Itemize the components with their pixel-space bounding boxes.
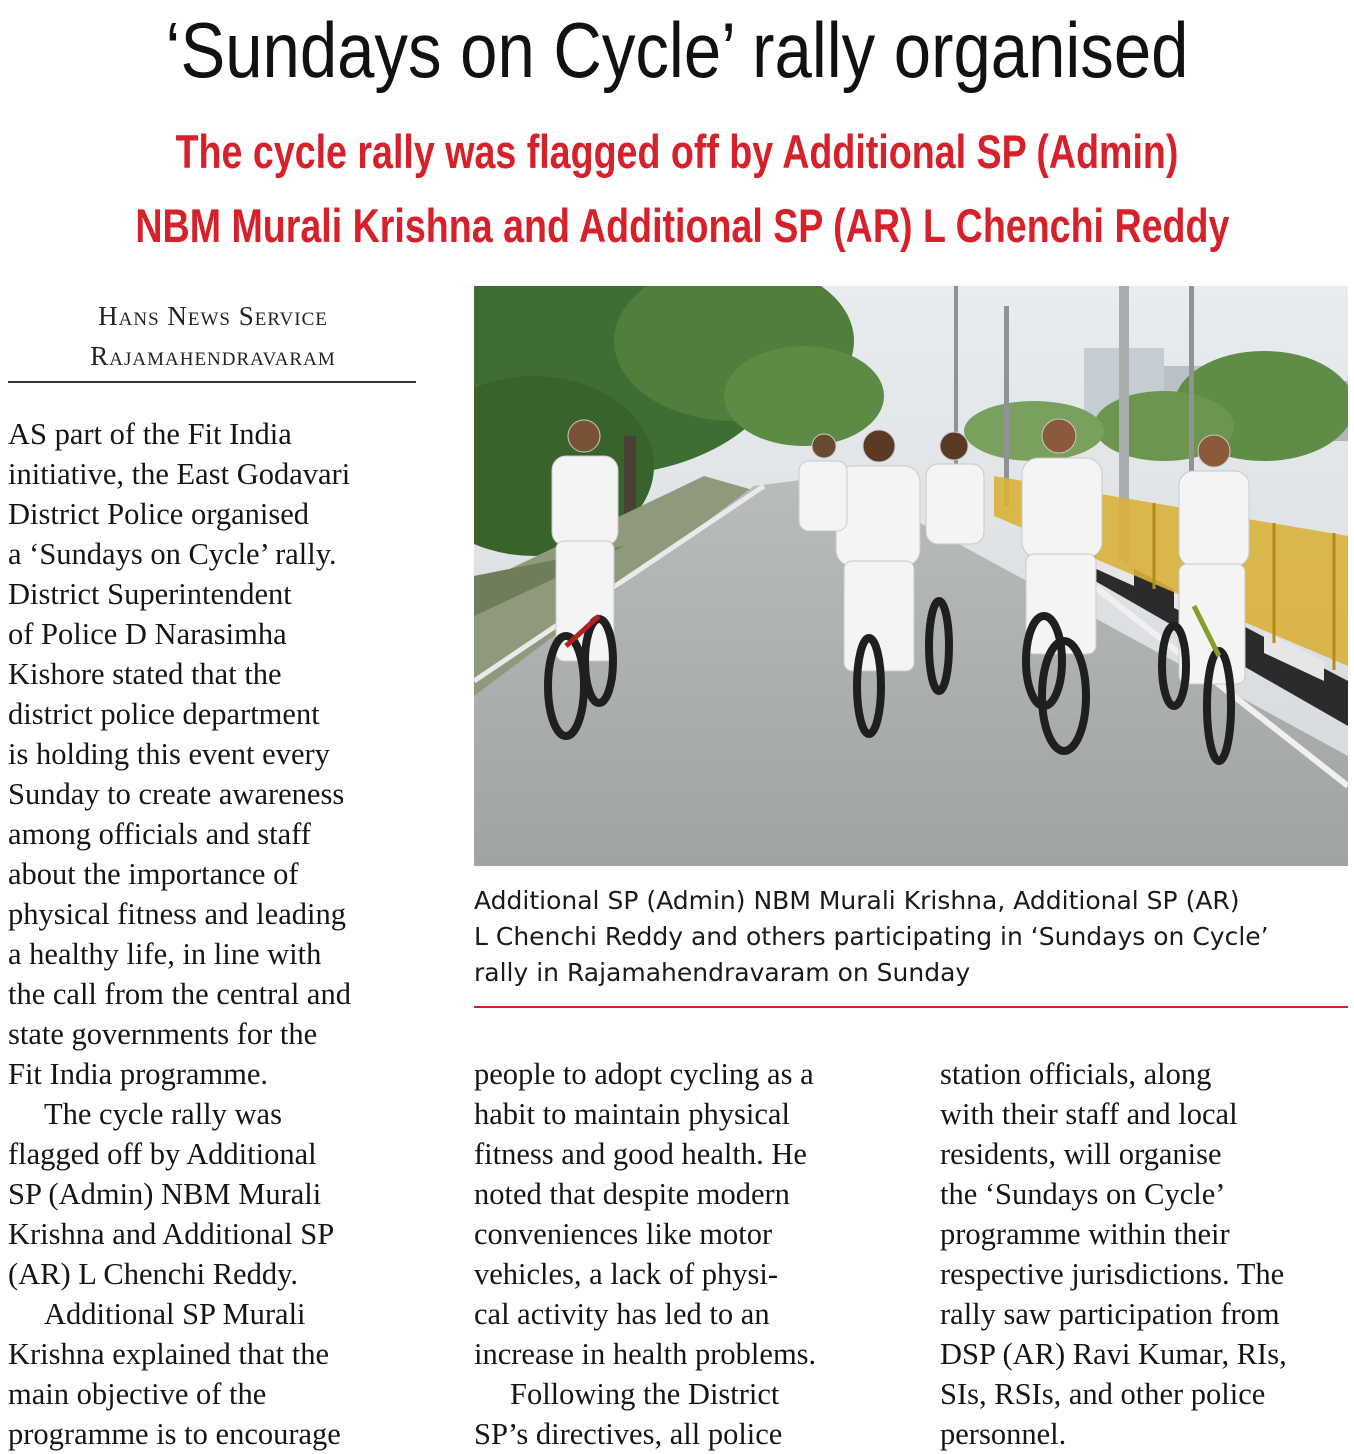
text-line: station officials, along: [940, 1057, 1212, 1091]
text-line: district police department: [8, 697, 320, 731]
text-line: initiative, the East Godavari: [8, 457, 351, 491]
text-line: about the importance of: [8, 857, 299, 891]
rally-photo: [474, 286, 1348, 866]
article-column-3: [940, 1054, 1350, 1454]
byline-agency: Hans News Service: [98, 301, 328, 331]
text-line: rally saw participation from: [940, 1297, 1280, 1331]
text-line: the call from the central and: [8, 977, 351, 1011]
headline: ‘Sundays on Cycle’ rally organised: [165, 6, 1189, 94]
caption-line: Additional SP (Admin) NBM Murali Krishna, Additional SP (AR): [474, 886, 1240, 915]
photo-caption: [474, 883, 1348, 991]
text-line: a ‘Sundays on Cycle’ rally.: [8, 537, 337, 571]
text-line: District Superintendent: [8, 577, 292, 611]
text-line: fitness and good health. He: [474, 1137, 807, 1171]
text-line: SP’s directives, all police: [474, 1417, 783, 1451]
deck-line-2: NBM Murali Krishna and Additional SP (AR) L Chenchi Reddy: [135, 199, 1230, 252]
text-line: District Police organised: [8, 497, 309, 531]
text-line: state governments for the: [8, 1017, 318, 1051]
text-line: DSP (AR) Ravi Kumar, RIs,: [940, 1337, 1287, 1371]
text-line: with their staff and local: [940, 1097, 1238, 1131]
text-line: Kishore stated that the: [8, 657, 282, 691]
byline: [8, 296, 418, 376]
text-line: residents, will organise: [940, 1137, 1222, 1171]
deck-line-1: The cycle rally was flagged off by Additional SP (Admin): [175, 125, 1179, 178]
text-line: Krishna explained that the: [8, 1337, 329, 1371]
text-line: people to adopt cycling as a: [474, 1057, 814, 1091]
article-column-1: [8, 414, 423, 1454]
text-line: a healthy life, in line with: [8, 937, 322, 971]
text-line: Fit India programme.: [8, 1057, 269, 1091]
text-line: AS part of the Fit India: [8, 417, 292, 451]
caption-line: rally in Rajamahendravaram on Sunday: [474, 958, 971, 987]
text-line: Sunday to create awareness: [8, 777, 345, 811]
text-line: habit to maintain physical: [474, 1097, 790, 1131]
text-line: conveniences like motor: [474, 1217, 773, 1251]
text-line: physical fitness and leading: [8, 897, 346, 931]
rally-photo-illustration: [474, 286, 1348, 866]
text-line: SIs, RSIs, and other police: [940, 1377, 1266, 1411]
byline-divider: [8, 381, 416, 383]
text-line: SP (Admin) NBM Murali: [8, 1177, 322, 1211]
text-line: of Police D Narasimha: [8, 617, 287, 651]
text-line: is holding this event every: [8, 737, 330, 771]
text-line: the ‘Sundays on Cycle’: [940, 1177, 1226, 1211]
text-line: Following the District: [510, 1377, 780, 1411]
text-line: among officials and staff: [8, 817, 311, 851]
text-line: personnel.: [940, 1417, 1067, 1451]
text-line: programme within their: [940, 1217, 1230, 1251]
text-line: (AR) L Chenchi Reddy.: [8, 1257, 298, 1291]
caption-line: L Chenchi Reddy and others participating in ‘Sundays on Cycle’: [474, 922, 1269, 951]
text-line: main objective of the: [8, 1377, 267, 1411]
text-line: respective jurisdictions. The: [940, 1257, 1285, 1291]
text-line: programme is to encourage: [8, 1417, 341, 1451]
text-line: flagged off by Additional: [8, 1137, 317, 1171]
caption-divider: [474, 1006, 1348, 1008]
text-line: The cycle rally was: [44, 1097, 282, 1131]
text-line: noted that despite modern: [474, 1177, 790, 1211]
text-line: Additional SP Murali: [44, 1297, 306, 1331]
text-line: cal activity has led to an: [474, 1297, 770, 1331]
text-line: Krishna and Additional SP: [8, 1217, 335, 1251]
byline-dateline: Rajamahendravaram: [90, 341, 336, 371]
article-column-2: [474, 1054, 894, 1454]
text-line: vehicles, a lack of physi-: [474, 1257, 779, 1291]
text-line: increase in health problems.: [474, 1337, 817, 1371]
